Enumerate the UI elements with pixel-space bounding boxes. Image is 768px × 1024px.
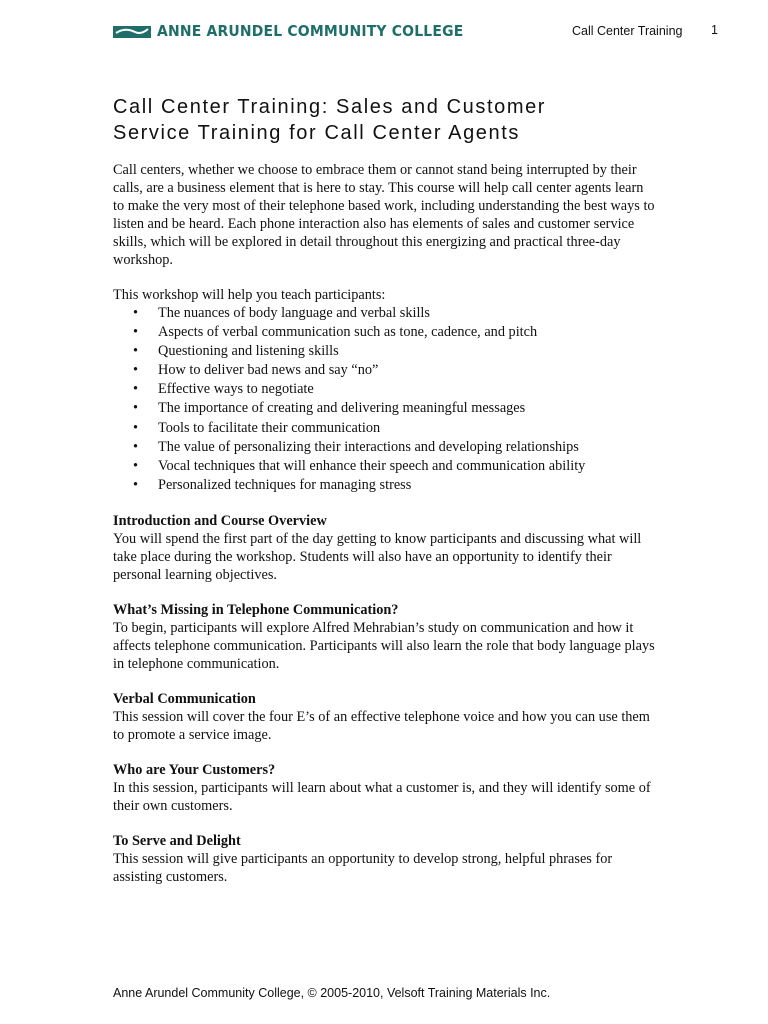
bullet-icon: • — [133, 457, 139, 474]
list-item: • Effective ways to negotiate — [113, 380, 658, 399]
title-line-2: Service Training for Call Center Agents — [113, 122, 521, 144]
bullet-icon: • — [133, 419, 139, 436]
bullet-icon: • — [133, 381, 139, 398]
college-logo — [113, 20, 486, 42]
section-text: You will spend the first part of the day getting to know participants and discussing what will take place during the workshop. Students will also have an opportunity to identify their personal learning objectives. — [113, 530, 642, 583]
section-heading: Introduction and Course Overview — [113, 512, 327, 529]
running-header-title: Call Center Training — [572, 24, 683, 38]
bullet-icon: • — [133, 438, 139, 455]
section-text: In this session, participants will learn about what a customer is, and they will identify some of their own customers. — [113, 779, 651, 814]
section-heading: To Serve and Delight — [113, 832, 241, 849]
section-heading: Verbal Communication — [113, 690, 256, 707]
section-customers — [113, 761, 658, 815]
section-text: This session will cover the four E’s of an effective telephone voice and how you can use them to promote a service image. — [113, 708, 650, 743]
document-title — [113, 94, 673, 146]
section-serve-delight — [113, 832, 658, 886]
list-item: • The nuances of body language and verbal skills — [113, 304, 658, 323]
objectives-list — [113, 304, 658, 495]
document-body — [113, 161, 658, 903]
list-item: • Personalized techniques for managing stress — [113, 476, 658, 495]
section-introduction — [113, 512, 658, 584]
section-heading: Who are Your Customers? — [113, 761, 276, 778]
bullet-icon: • — [133, 324, 139, 341]
section-heading: What’s Missing in Telephone Communication? — [113, 601, 399, 618]
page-number: 1 — [711, 23, 718, 37]
title-line-1: Call Center Training: Sales and Customer — [113, 96, 547, 118]
list-item: • Vocal techniques that will enhance their speech and communication ability — [113, 457, 658, 476]
list-item: • Tools to facilitate their communication — [113, 419, 658, 438]
section-text: This session will give participants an opportunity to develop strong, helpful phrases for assisting customers. — [113, 850, 613, 885]
bullet-icon: • — [133, 476, 139, 493]
intro-paragraph: Call centers, whether we choose to embrace them or cannot stand being interrupted by their calls, are a business element that is here to stay. This course will help call center agents learn to make the very most of their telephone based work, including understanding the best ways to listen and be heard. Each phone interaction also has elements of sales and customer service skills, which will be explored in detail throughout this energizing and practical three-day workshop. — [113, 162, 655, 268]
list-item: • The importance of creating and delivering meaningful messages — [113, 399, 658, 418]
page-footer: Anne Arundel Community College, © 2005-2010, Velsoft Training Materials Inc. — [113, 986, 551, 1000]
logo-text: ANNE ARUNDEL COMMUNITY COLLEGE — [157, 22, 464, 40]
list-item: • Questioning and listening skills — [113, 342, 658, 361]
bullet-icon: • — [133, 343, 139, 360]
list-lead-text: This workshop will help you teach participants: — [113, 287, 386, 303]
bullet-icon: • — [133, 305, 139, 321]
list-item: • The value of personalizing their interactions and developing relationships — [113, 438, 658, 457]
list-item: • How to deliver bad news and say “no” — [113, 361, 658, 380]
bullet-icon: • — [133, 362, 139, 379]
section-verbal-communication — [113, 690, 658, 744]
section-whats-missing — [113, 601, 658, 673]
college-logo-mark-icon — [113, 24, 151, 38]
bullet-icon: • — [133, 400, 139, 417]
list-item: • Aspects of verbal communication such as tone, cadence, and pitch — [113, 323, 658, 342]
section-text: To begin, participants will explore Alfred Mehrabian’s study on communication and how it affects telephone communication. Participants will also learn the role that body language plays in telephone communication. — [113, 619, 655, 672]
